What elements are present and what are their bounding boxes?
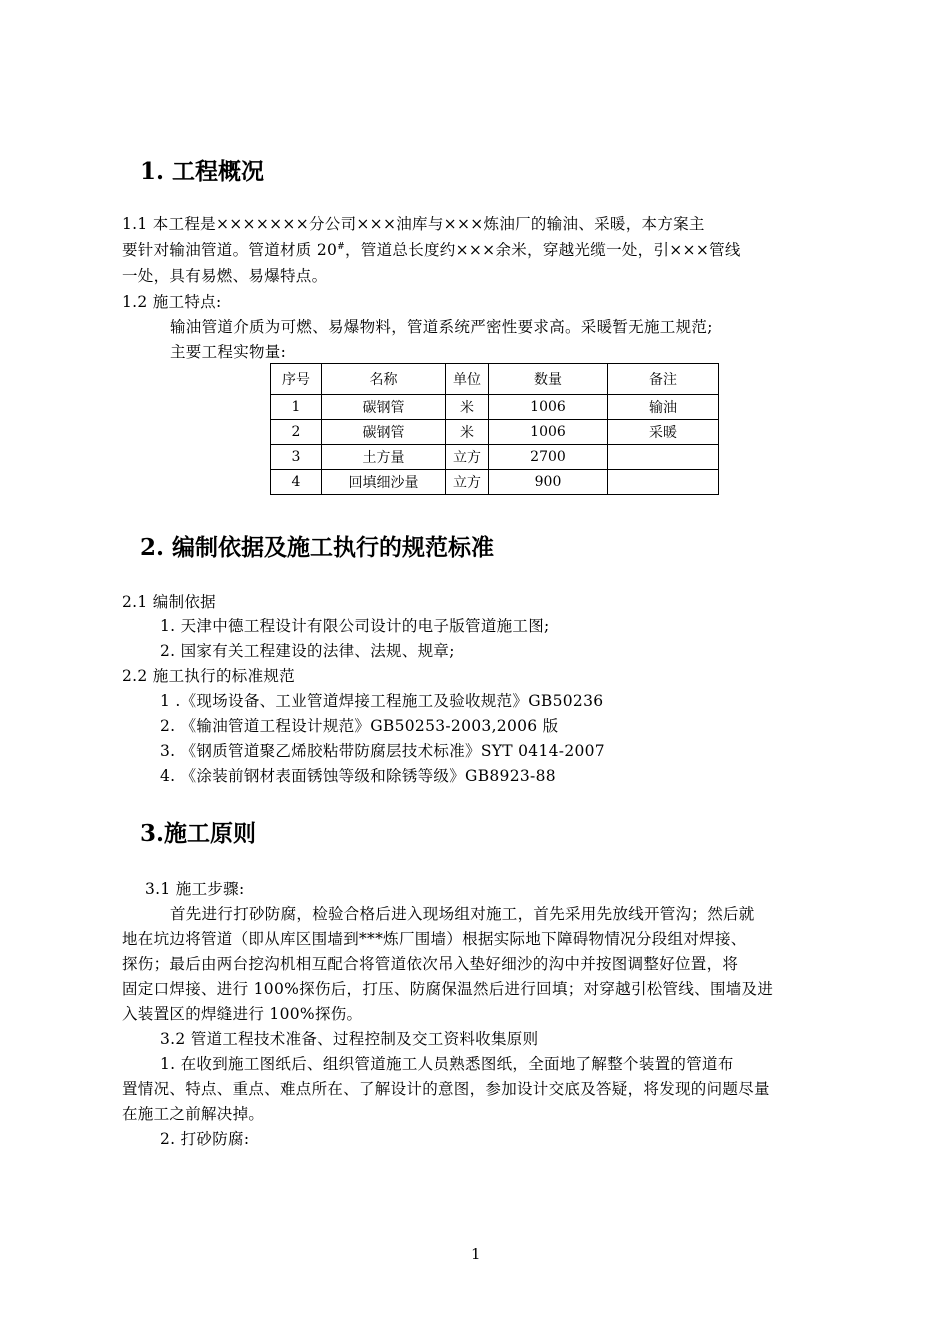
table-header-cell: 名称 [322,364,446,395]
subsection-2-1-heading: 2.1 编制依据 [122,593,216,611]
table-cell: 碳钢管 [322,420,446,445]
section-1-title: 1. 工程概况 [140,158,265,185]
paragraph-1-2-line-1: 输油管道介质为可燃、易爆物料，管道系统严密性要求高。采暖暂无施工规范; [170,318,713,336]
table-cell: 2 [271,420,322,445]
list-item: 3. 《钢质管道聚乙烯胶粘带防腐层技术标准》SYT 0414-2007 [160,742,605,760]
table-cell: 土方量 [322,445,446,470]
table-header-cell: 序号 [271,364,322,395]
table-header-cell: 备注 [608,364,719,395]
paragraph-1-1-line-2 [122,238,741,260]
text-segment: ，管道总长度约×××余米，穿越光缆一处，引×××管线 [345,241,741,259]
paragraph-line: 地在坑边将管道（即从库区围墙到***炼厂围墙）根据实际地下障碍物情况分段组对焊接、 [122,930,747,948]
table-cell: 3 [271,445,322,470]
table-cell [608,470,719,495]
list-item: 4. 《涂装前钢材表面锈蚀等级和除锈等级》GB8923-88 [160,767,556,785]
table-cell: 采暖 [608,420,719,445]
list-item: 1 .《现场设备、工业管道焊接工程施工及验收规范》GB50236 [160,692,604,710]
table-header-row [271,364,719,395]
section-3-title: 3.施工原则 [140,820,257,847]
table-header-cell: 数量 [489,364,608,395]
table-cell: 1006 [489,395,608,420]
table-header-cell: 单位 [446,364,489,395]
table-row [271,420,719,445]
paragraph-1-2-line-2: 主要工程实物量: [170,343,287,361]
table-row [271,395,719,420]
table-cell: 米 [446,395,489,420]
paragraph-line: 置情况、特点、重点、难点所在、了解设计的意图，参加设计交底及答疑，将发现的问题尽量 [122,1080,770,1098]
table-cell: 输油 [608,395,719,420]
table-cell: 碳钢管 [322,395,446,420]
page-number: 1 [471,1245,481,1263]
paragraph-1-1-line-1: 1.1 本工程是×××××××分公司×××油库与×××炼油厂的输油、采暖，本方案主 [122,215,705,233]
text-segment: 要针对输油管道。管道材质 20 [122,241,338,259]
paragraph-line: 探伤；最后由两台挖沟机相互配合将管道依次吊入垫好细沙的沟中并按图调整好位置，将 [122,955,739,973]
paragraph-1-1-line-3: 一处，具有易燃、易爆特点。 [122,267,328,285]
table-row [271,445,719,470]
table-cell [608,445,719,470]
table-cell: 立方 [446,470,489,495]
paragraph-line: 入装置区的焊缝进行 100%探伤。 [122,1005,363,1023]
subsection-3-2-heading: 3.2 管道工程技术准备、过程控制及交工资料收集原则 [160,1030,539,1048]
subsection-3-1-heading: 3.1 施工步骤: [145,880,245,898]
table-cell: 2700 [489,445,608,470]
paragraph-line: 1. 在收到施工图纸后、组织管道施工人员熟悉图纸，全面地了解整个装置的管道布 [160,1055,734,1073]
subsection-2-2-heading: 2.2 施工执行的标准规范 [122,667,295,685]
paragraph-line: 固定口焊接、进行 100%探伤后，打压、防腐保温然后进行回填；对穿越引松管线、围墙及进 [122,980,774,998]
table-cell: 立方 [446,445,489,470]
paragraph-line: 2. 打砂防腐: [160,1130,250,1148]
list-item: 1. 天津中德工程设计有限公司设计的电子版管道施工图; [160,617,550,635]
table-cell: 1006 [489,420,608,445]
table-row [271,470,719,495]
subsection-1-2-heading: 1.2 施工特点: [122,293,222,311]
list-item: 2. 国家有关工程建设的法律、法规、规章; [160,642,455,660]
superscript: # [337,241,345,252]
list-item: 2. 《输油管道工程设计规范》GB50253-2003,2006 版 [160,717,559,735]
table-cell: 900 [489,470,608,495]
quantity-table [270,363,719,495]
section-2-title: 2. 编制依据及施工执行的规范标准 [140,534,495,561]
table-cell: 米 [446,420,489,445]
paragraph-line: 在施工之前解决掉。 [122,1105,265,1123]
table-cell: 回填细沙量 [322,470,446,495]
table-cell: 1 [271,395,322,420]
table-cell: 4 [271,470,322,495]
paragraph-line: 首先进行打砂防腐，检验合格后进入现场组对施工，首先采用先放线开管沟；然后就 [170,905,755,923]
